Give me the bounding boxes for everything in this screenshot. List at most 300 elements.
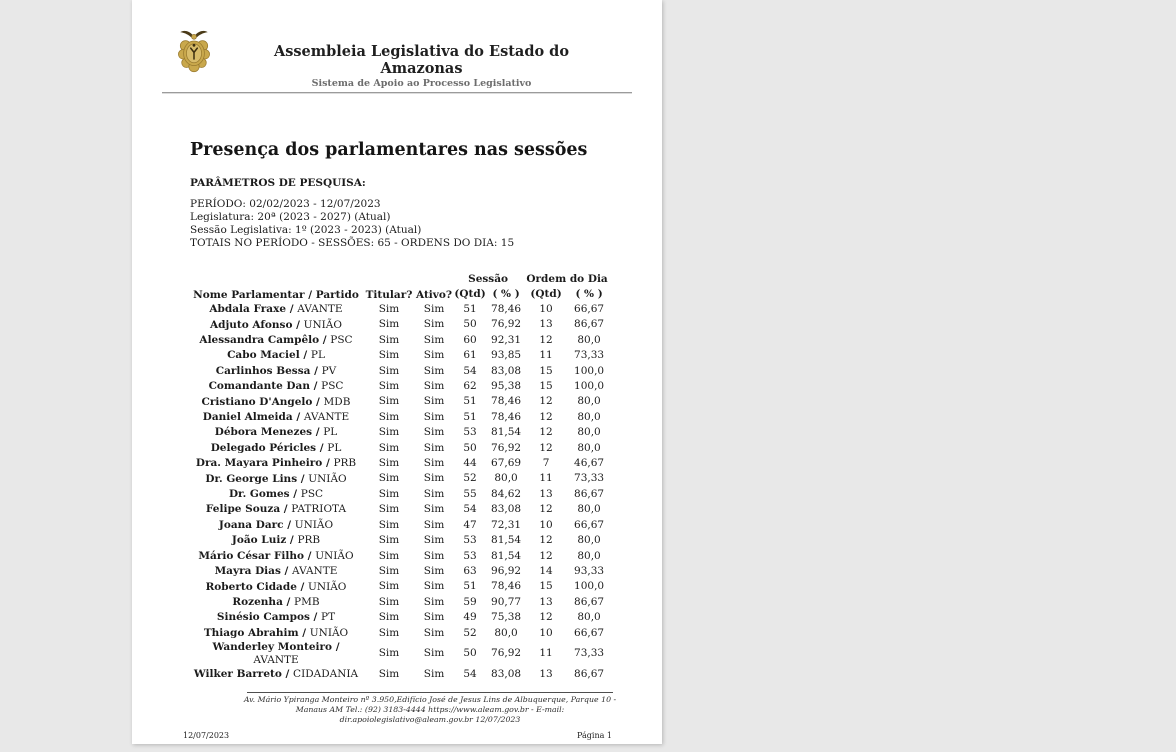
party-name: PSC bbox=[321, 380, 344, 393]
table-row bbox=[190, 595, 610, 610]
organization-name bbox=[211, 43, 632, 77]
sessao-qtd-cell: 51 bbox=[463, 580, 477, 593]
parliamentarian-name: Dra. Mayara Pinheiro bbox=[195, 457, 323, 470]
sessao-pct-cell: 93,85 bbox=[491, 349, 522, 362]
od-pct-cell: 80,0 bbox=[577, 534, 601, 547]
sessao-qtd-cell: 50 bbox=[463, 441, 477, 454]
footer-divider bbox=[247, 692, 613, 693]
param-totals: TOTAIS NO PERÍODO - SESSÕES: 65 - ORDENS DO DIA: 15 bbox=[190, 237, 515, 249]
sessao-qtd-cell: 54 bbox=[463, 503, 477, 516]
subheader-sessao-pct: ( % ) bbox=[492, 287, 520, 300]
party-name: PL bbox=[310, 349, 325, 362]
table-row bbox=[190, 518, 610, 533]
party-name: UNIÃO bbox=[303, 318, 342, 331]
name-party-separator: / bbox=[316, 441, 328, 454]
od-pct-cell: 80,0 bbox=[577, 333, 601, 346]
parliamentarian-name-cell bbox=[190, 667, 362, 682]
od-pct-cell: 73,33 bbox=[574, 472, 605, 485]
table-body bbox=[190, 302, 610, 682]
ativo-cell: Sim bbox=[423, 534, 445, 547]
sessao-pct-cell: 76,92 bbox=[491, 441, 522, 454]
parliamentarian-name: Mayra Dias bbox=[214, 565, 281, 578]
sessao-pct-cell: 75,38 bbox=[491, 611, 522, 624]
ativo-cell: Sim bbox=[423, 472, 445, 485]
parliamentarian-name-cell bbox=[190, 549, 362, 564]
name-party-separator: / bbox=[292, 318, 304, 331]
attendance-table-header bbox=[190, 260, 610, 302]
od-pct-cell: 100,0 bbox=[574, 380, 605, 393]
parliamentarian-name-cell bbox=[190, 579, 362, 594]
party-name: PV bbox=[321, 364, 337, 377]
party-name: PMB bbox=[294, 595, 320, 608]
od-pct-cell: 80,0 bbox=[577, 611, 601, 624]
od-pct-cell: 73,33 bbox=[574, 647, 605, 660]
titular-cell: Sim bbox=[378, 626, 400, 639]
table-row bbox=[190, 471, 610, 486]
party-name: PRB bbox=[297, 534, 321, 547]
party-name: PSC bbox=[330, 334, 353, 347]
parliamentarian-name-cell bbox=[190, 456, 362, 471]
name-party-separator: / bbox=[282, 595, 295, 608]
ativo-cell: Sim bbox=[423, 303, 445, 315]
table-row bbox=[190, 394, 610, 409]
titular-cell: Sim bbox=[378, 410, 400, 423]
name-party-separator: / bbox=[310, 364, 322, 377]
od-qtd-cell: 15 bbox=[539, 364, 553, 377]
ativo-cell: Sim bbox=[423, 564, 445, 577]
param-legislature: Legislatura: 20ª (2023 - 2027) (Atual) bbox=[190, 211, 391, 223]
sessao-qtd-cell: 47 bbox=[463, 518, 477, 531]
organization-name-line1: Assembleia Legislativa do Estado do bbox=[273, 43, 569, 60]
document-footer bbox=[222, 692, 638, 724]
od-qtd-cell: 14 bbox=[539, 564, 553, 577]
sessao-qtd-cell: 60 bbox=[463, 333, 477, 346]
column-header-name-party: Nome Parlamentar / Partido bbox=[193, 289, 359, 301]
od-qtd-cell: 12 bbox=[539, 426, 553, 439]
page-number: Página 1 bbox=[576, 731, 612, 741]
sessao-qtd-cell: 51 bbox=[463, 395, 477, 408]
sessao-pct-cell: 95,38 bbox=[491, 380, 522, 393]
table-row bbox=[190, 379, 610, 394]
sessao-qtd-cell: 54 bbox=[463, 364, 477, 377]
od-qtd-cell: 13 bbox=[539, 595, 553, 608]
table-row bbox=[190, 364, 610, 379]
sessao-pct-cell: 81,54 bbox=[491, 534, 522, 547]
titular-cell: Sim bbox=[378, 518, 400, 531]
ativo-cell: Sim bbox=[423, 364, 445, 377]
parliamentarian-name: Débora Menezes bbox=[214, 426, 313, 439]
parliamentarian-name-cell bbox=[190, 487, 362, 502]
table-row bbox=[190, 333, 610, 348]
table-row bbox=[190, 441, 610, 456]
sessao-pct-cell: 84,62 bbox=[491, 487, 522, 500]
parliamentarian-name: Daniel Almeida bbox=[202, 411, 293, 424]
sessao-pct-cell: 81,54 bbox=[491, 549, 522, 562]
footer-address-line1: Av. Mário Ypiranga Monteiro nº 3.950,Edifício José de Jesus Lins de Albuquerque, Parque 10 - bbox=[243, 695, 617, 705]
ativo-cell: Sim bbox=[423, 349, 445, 362]
sessao-pct-cell: 67,69 bbox=[491, 457, 522, 470]
party-name: UNIÃO bbox=[294, 518, 334, 531]
sessao-qtd-cell: 51 bbox=[463, 303, 477, 315]
column-header-ordem-do-dia: Ordem do Dia bbox=[526, 273, 608, 285]
od-qtd-cell: 13 bbox=[539, 487, 553, 500]
od-pct-cell: 86,67 bbox=[574, 487, 605, 500]
titular-cell: Sim bbox=[378, 349, 400, 362]
titular-cell: Sim bbox=[378, 564, 400, 577]
od-qtd-cell: 12 bbox=[539, 333, 553, 346]
name-party-separator: / bbox=[312, 426, 324, 439]
od-qtd-cell: 7 bbox=[542, 457, 550, 470]
titular-cell: Sim bbox=[378, 503, 400, 516]
sessao-pct-cell: 83,08 bbox=[491, 503, 522, 516]
parliamentarian-name: Delegado Péricles bbox=[210, 441, 317, 454]
od-qtd-cell: 12 bbox=[539, 395, 553, 408]
sessao-pct-cell: 90,77 bbox=[491, 595, 522, 608]
titular-cell: Sim bbox=[378, 647, 400, 660]
party-name: MDB bbox=[323, 395, 351, 408]
ativo-cell: Sim bbox=[423, 318, 445, 331]
ativo-cell: Sim bbox=[423, 626, 445, 639]
table-row bbox=[190, 317, 610, 332]
name-party-separator: / bbox=[296, 580, 309, 593]
header-text-block bbox=[211, 28, 632, 89]
titular-cell: Sim bbox=[378, 595, 400, 608]
parliamentarian-name-cell bbox=[190, 502, 362, 517]
parliamentarian-name: Carlinhos Bessa bbox=[215, 364, 311, 377]
od-pct-cell: 46,67 bbox=[574, 457, 605, 470]
name-party-separator: / bbox=[332, 640, 340, 653]
titular-cell: Sim bbox=[378, 303, 400, 315]
titular-cell: Sim bbox=[378, 318, 400, 331]
ativo-cell: Sim bbox=[423, 518, 445, 531]
footer-address-line2: Manaus AM Tel.: (92) 3183-4444 https://www.aleam.gov.br - E-mail: bbox=[295, 704, 565, 714]
party-name: UNIÃO bbox=[308, 580, 347, 593]
parliamentarian-name-cell bbox=[190, 348, 362, 363]
sessao-pct-cell: 81,54 bbox=[491, 426, 522, 439]
parliamentarian-name-cell bbox=[190, 533, 362, 548]
sessao-pct-cell: 78,46 bbox=[491, 410, 522, 423]
name-party-separator: / bbox=[322, 457, 334, 470]
od-pct-cell: 80,0 bbox=[577, 410, 601, 423]
parliamentarian-name-cell bbox=[190, 333, 362, 348]
titular-cell: Sim bbox=[378, 380, 400, 393]
parliamentarian-name-cell bbox=[190, 441, 362, 456]
od-pct-cell: 66,67 bbox=[574, 303, 605, 315]
organization-name-line2: Amazonas bbox=[380, 60, 463, 77]
name-party-separator: / bbox=[292, 411, 304, 424]
party-name: UNIÃO bbox=[315, 549, 354, 562]
table-row bbox=[190, 564, 610, 579]
od-qtd-cell: 11 bbox=[539, 349, 553, 362]
sessao-qtd-cell: 49 bbox=[463, 611, 477, 624]
sessao-qtd-cell: 62 bbox=[463, 380, 477, 393]
od-qtd-cell: 12 bbox=[539, 534, 553, 547]
od-pct-cell: 100,0 bbox=[574, 364, 605, 377]
od-pct-cell: 93,33 bbox=[574, 564, 605, 577]
party-name: PT bbox=[321, 611, 336, 624]
param-period: PERÍODO: 02/02/2023 - 12/07/2023 bbox=[190, 198, 381, 210]
table-row bbox=[190, 425, 610, 440]
name-party-separator: / bbox=[286, 534, 298, 547]
titular-cell: Sim bbox=[378, 487, 400, 500]
name-party-separator: / bbox=[281, 668, 294, 681]
od-pct-cell: 86,67 bbox=[574, 667, 605, 680]
od-qtd-cell: 10 bbox=[539, 626, 553, 639]
search-parameters-heading: PARÂMETROS DE PESQUISA: bbox=[190, 177, 366, 189]
party-name: AVANTE bbox=[297, 303, 343, 316]
subheader-od-qtd: (Qtd) bbox=[530, 287, 562, 300]
parliamentarian-name-cell bbox=[190, 379, 362, 394]
od-qtd-cell: 11 bbox=[539, 472, 553, 485]
titular-cell: Sim bbox=[378, 426, 400, 439]
titular-cell: Sim bbox=[378, 549, 400, 562]
party-name: CIDADANIA bbox=[293, 668, 359, 681]
titular-cell: Sim bbox=[378, 580, 400, 593]
table-row bbox=[190, 302, 610, 317]
parliamentarian-name-cell bbox=[190, 564, 362, 579]
name-party-separator: / bbox=[286, 303, 298, 316]
sessao-qtd-cell: 63 bbox=[463, 564, 477, 577]
name-party-separator: / bbox=[283, 518, 295, 531]
party-name: AVANTE bbox=[303, 411, 350, 424]
subheader-sessao-qtd: (Qtd) bbox=[454, 287, 486, 300]
table-row bbox=[190, 502, 610, 517]
parliamentarian-name: Sinésio Campos bbox=[216, 611, 310, 624]
name-party-separator: / bbox=[304, 549, 316, 562]
od-qtd-cell: 12 bbox=[539, 441, 553, 454]
aleam-coat-of-arms-icon bbox=[177, 28, 211, 73]
sessao-pct-cell: 83,08 bbox=[491, 667, 522, 680]
od-qtd-cell: 12 bbox=[539, 410, 553, 423]
sessao-qtd-cell: 51 bbox=[463, 410, 477, 423]
parliamentarian-name: Wilker Barreto bbox=[193, 668, 282, 681]
attendance-table bbox=[190, 260, 610, 682]
footer-date: 12/07/2023 bbox=[183, 731, 230, 741]
od-pct-cell: 86,67 bbox=[574, 318, 605, 331]
parliamentarian-name: Cabo Maciel bbox=[227, 349, 300, 362]
party-name: PSC bbox=[300, 488, 324, 501]
column-header-sessao: Sessão bbox=[468, 273, 509, 285]
party-name: PRB bbox=[333, 457, 357, 470]
name-party-separator: / bbox=[312, 395, 324, 408]
od-pct-cell: 100,0 bbox=[574, 580, 605, 593]
sessao-pct-cell: 76,92 bbox=[491, 647, 522, 660]
party-name: PATRIOTA bbox=[291, 503, 347, 516]
ativo-cell: Sim bbox=[423, 410, 445, 423]
od-pct-cell: 80,0 bbox=[577, 426, 601, 439]
sessao-pct-cell: 80,0 bbox=[494, 472, 518, 485]
footer-address-line3: dir.apoiolegislativo@aleam.gov.br 12/07/2023 bbox=[339, 714, 521, 724]
subheader-od-pct: ( % ) bbox=[575, 287, 603, 300]
table-row bbox=[190, 579, 610, 594]
parliamentarian-name: Roberto Cidade bbox=[205, 580, 297, 593]
table-row bbox=[190, 549, 610, 564]
parliamentarian-name: Alessandra Campêlo bbox=[199, 334, 320, 347]
titular-cell: Sim bbox=[378, 333, 400, 346]
sessao-qtd-cell: 50 bbox=[463, 318, 477, 331]
titular-cell: Sim bbox=[378, 667, 400, 680]
column-header-titular: Titular? bbox=[365, 289, 413, 301]
table-row bbox=[190, 641, 610, 667]
od-qtd-cell: 12 bbox=[539, 611, 553, 624]
parliamentarian-name-cell bbox=[190, 425, 362, 440]
ativo-cell: Sim bbox=[423, 457, 445, 470]
party-name: UNIÃO bbox=[309, 626, 349, 639]
sessao-qtd-cell: 50 bbox=[463, 647, 477, 660]
titular-cell: Sim bbox=[378, 364, 400, 377]
document-page bbox=[132, 0, 662, 744]
ativo-cell: Sim bbox=[423, 380, 445, 393]
od-pct-cell: 80,0 bbox=[577, 549, 601, 562]
od-qtd-cell: 12 bbox=[539, 503, 553, 516]
ativo-cell: Sim bbox=[423, 426, 445, 439]
sessao-qtd-cell: 59 bbox=[463, 595, 477, 608]
party-name: PL bbox=[327, 441, 342, 454]
table-row bbox=[190, 456, 610, 471]
table-row bbox=[190, 487, 610, 502]
parliamentarian-name: Dr. George Lins bbox=[205, 472, 298, 485]
parliamentarian-name-cell bbox=[190, 410, 362, 425]
parliamentarian-name: Wanderley Monteiro bbox=[212, 640, 333, 653]
od-pct-cell: 80,0 bbox=[577, 503, 601, 516]
search-parameters bbox=[190, 198, 662, 250]
system-subtitle: Sistema de Apoio ao Processo Legislativo bbox=[311, 78, 532, 89]
od-pct-cell: 66,67 bbox=[574, 626, 605, 639]
ativo-cell: Sim bbox=[423, 580, 445, 593]
header-divider bbox=[162, 92, 632, 94]
od-qtd-cell: 12 bbox=[539, 549, 553, 562]
sessao-pct-cell: 72,31 bbox=[491, 518, 522, 531]
parliamentarian-name-cell bbox=[190, 518, 362, 533]
sessao-qtd-cell: 55 bbox=[463, 487, 477, 500]
sessao-pct-cell: 80,0 bbox=[494, 626, 518, 639]
sessao-pct-cell: 83,08 bbox=[491, 364, 522, 377]
parliamentarian-name-cell bbox=[190, 302, 362, 317]
name-party-separator: / bbox=[309, 380, 322, 393]
table-row bbox=[190, 410, 610, 425]
parliamentarian-name: Cristiano D'Angelo bbox=[201, 395, 313, 408]
od-qtd-cell: 11 bbox=[539, 647, 553, 660]
sessao-qtd-cell: 53 bbox=[463, 549, 477, 562]
od-pct-cell: 86,67 bbox=[574, 595, 605, 608]
parliamentarian-name: Rozenha bbox=[232, 595, 283, 608]
sessao-pct-cell: 78,46 bbox=[491, 303, 522, 315]
party-name: AVANTE bbox=[253, 653, 299, 666]
od-qtd-cell: 13 bbox=[539, 318, 553, 331]
sessao-pct-cell: 78,46 bbox=[491, 580, 522, 593]
sessao-qtd-cell: 52 bbox=[463, 472, 477, 485]
ativo-cell: Sim bbox=[423, 395, 445, 408]
column-header-ativo: Ativo? bbox=[416, 289, 453, 301]
name-party-separator: / bbox=[289, 488, 301, 501]
parliamentarian-name-cell bbox=[190, 471, 362, 486]
parliamentarian-name: Abdala Fraxe bbox=[209, 303, 287, 316]
titular-cell: Sim bbox=[378, 395, 400, 408]
table-row bbox=[190, 610, 610, 625]
titular-cell: Sim bbox=[378, 472, 400, 485]
sessao-pct-cell: 78,46 bbox=[491, 395, 522, 408]
sessao-qtd-cell: 52 bbox=[463, 626, 477, 639]
od-qtd-cell: 13 bbox=[539, 667, 553, 680]
ativo-cell: Sim bbox=[423, 487, 445, 500]
page-bottom-bar bbox=[132, 731, 662, 740]
parliamentarian-name-cell bbox=[190, 394, 362, 409]
ativo-cell: Sim bbox=[423, 549, 445, 562]
sessao-pct-cell: 76,92 bbox=[491, 318, 522, 331]
od-pct-cell: 73,33 bbox=[574, 349, 605, 362]
table-row bbox=[190, 626, 610, 641]
party-name: AVANTE bbox=[292, 565, 338, 578]
name-party-separator: / bbox=[298, 626, 310, 639]
od-qtd-cell: 15 bbox=[539, 580, 553, 593]
ativo-cell: Sim bbox=[423, 441, 445, 454]
parliamentarian-name-cell bbox=[190, 317, 362, 332]
param-legislative-session: Sessão Legislativa: 1º (2023 - 2023) (Atual) bbox=[190, 224, 422, 236]
table-row bbox=[190, 348, 610, 363]
od-pct-cell: 80,0 bbox=[577, 441, 601, 454]
report-title: Presença dos parlamentares nas sessões bbox=[190, 140, 588, 160]
parliamentarian-name-cell bbox=[190, 595, 362, 610]
parliamentarian-name: Joana Darc bbox=[218, 518, 284, 531]
name-party-separator: / bbox=[319, 334, 331, 347]
name-party-separator: / bbox=[299, 349, 311, 362]
parliamentarian-name: Felipe Souza bbox=[205, 503, 281, 516]
name-party-separator: / bbox=[297, 472, 309, 485]
parliamentarian-name: Thiago Abrahim bbox=[203, 626, 299, 639]
ativo-cell: Sim bbox=[423, 595, 445, 608]
sessao-pct-cell: 96,92 bbox=[491, 564, 522, 577]
parliamentarian-name-cell bbox=[190, 364, 362, 379]
od-pct-cell: 66,67 bbox=[574, 518, 605, 531]
sessao-pct-cell: 92,31 bbox=[491, 333, 522, 346]
sessao-qtd-cell: 53 bbox=[463, 534, 477, 547]
table-row bbox=[190, 667, 610, 682]
document-header bbox=[162, 28, 632, 89]
od-qtd-cell: 10 bbox=[539, 303, 553, 315]
party-name: UNIÃO bbox=[308, 472, 347, 485]
name-party-separator: / bbox=[280, 565, 293, 578]
sessao-qtd-cell: 44 bbox=[463, 457, 477, 470]
parliamentarian-name: Dr. Gomes bbox=[228, 488, 290, 501]
titular-cell: Sim bbox=[378, 457, 400, 470]
ativo-cell: Sim bbox=[423, 333, 445, 346]
titular-cell: Sim bbox=[378, 611, 400, 624]
ativo-cell: Sim bbox=[423, 611, 445, 624]
parliamentarian-name: João Luiz bbox=[231, 534, 287, 547]
table-row bbox=[190, 533, 610, 548]
footer-address bbox=[222, 695, 638, 724]
parliamentarian-name: Adjuto Afonso bbox=[209, 318, 293, 331]
name-party-separator: / bbox=[309, 611, 322, 624]
od-qtd-cell: 15 bbox=[539, 380, 553, 393]
party-name: PL bbox=[323, 426, 338, 439]
parliamentarian-name-cell bbox=[190, 610, 362, 625]
ativo-cell: Sim bbox=[423, 667, 445, 680]
name-party-separator: / bbox=[280, 503, 292, 516]
titular-cell: Sim bbox=[378, 441, 400, 454]
sessao-qtd-cell: 61 bbox=[463, 349, 477, 362]
parliamentarian-name: Comandante Dan bbox=[208, 380, 310, 393]
titular-cell: Sim bbox=[378, 534, 400, 547]
sessao-qtd-cell: 54 bbox=[463, 667, 477, 680]
od-pct-cell: 80,0 bbox=[577, 395, 601, 408]
od-qtd-cell: 10 bbox=[539, 518, 553, 531]
parliamentarian-name: Mário César Filho bbox=[198, 549, 305, 562]
parliamentarian-name-cell bbox=[190, 641, 362, 667]
sessao-qtd-cell: 53 bbox=[463, 426, 477, 439]
ativo-cell: Sim bbox=[423, 503, 445, 516]
ativo-cell: Sim bbox=[423, 647, 445, 660]
